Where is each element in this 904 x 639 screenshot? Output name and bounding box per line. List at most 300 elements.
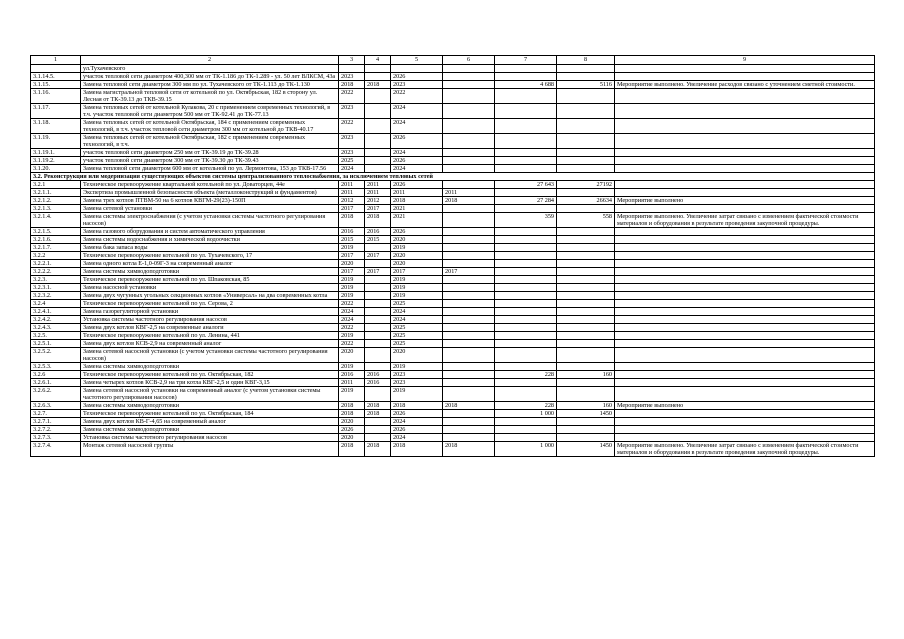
plan-cost xyxy=(495,324,557,332)
actual-end-year xyxy=(443,260,495,268)
actual-end-year xyxy=(443,81,495,89)
plan-cost: 27 284 xyxy=(495,197,557,205)
actual-start-year xyxy=(365,284,391,292)
plan-start-year: 2019 xyxy=(339,332,365,340)
plan-start-year: 2024 xyxy=(339,308,365,316)
actual-start-year xyxy=(365,324,391,332)
note: Мероприятие выполнено. Увеличение расходов связано с уточнением сметной стоимости. xyxy=(615,81,875,89)
note xyxy=(615,189,875,197)
actual-cost xyxy=(557,340,615,348)
plan-end-year: 2019 xyxy=(391,363,443,371)
column-header: 4 xyxy=(365,56,391,65)
plan-start-year: 2019 xyxy=(339,387,365,402)
note xyxy=(615,181,875,189)
plan-end-year: 2020 xyxy=(391,348,443,363)
actual-end-year: 2011 xyxy=(443,189,495,197)
plan-cost xyxy=(495,268,557,276)
item-number: 3.2.5.2. xyxy=(31,348,81,363)
item-description: Экспертиза промышленной безопасности объекта (металлоконструкций и фундаментов) xyxy=(81,189,339,197)
actual-end-year xyxy=(443,213,495,228)
plan-cost xyxy=(495,189,557,197)
actual-cost xyxy=(557,73,615,81)
plan-start-year: 2025 xyxy=(339,157,365,165)
plan-cost xyxy=(495,292,557,300)
item-description: Замена сетевой установки xyxy=(81,205,339,213)
item-number: 3.2.1.4. xyxy=(31,213,81,228)
table-row xyxy=(31,119,875,134)
item-description: Техническое перевооружение котельной по ул. Шпаковская, 85 xyxy=(81,276,339,284)
actual-start-year xyxy=(365,316,391,324)
note xyxy=(615,73,875,81)
item-number: 3.1.15. xyxy=(31,81,81,89)
table-row xyxy=(31,104,875,119)
actual-start-year xyxy=(365,73,391,81)
actual-cost xyxy=(557,276,615,284)
column-header: 9 xyxy=(615,56,875,65)
plan-end-year: 2024 xyxy=(391,434,443,442)
item-description: Замена четырех котлов КСВ-2,9 на три котла КВГ-2,5 и один КВГ-3,15 xyxy=(81,379,339,387)
table-row xyxy=(31,300,875,308)
table-row xyxy=(31,89,875,104)
actual-end-year xyxy=(443,65,495,73)
actual-cost: 1450 xyxy=(557,410,615,418)
actual-start-year xyxy=(365,65,391,73)
item-description: Замена системы химводоподготовки xyxy=(81,426,339,434)
plan-start-year: 2023 xyxy=(339,134,365,149)
item-number: 3.1.19.2. xyxy=(31,157,81,165)
actual-end-year xyxy=(443,426,495,434)
note xyxy=(615,284,875,292)
plan-end-year: 2021 xyxy=(391,205,443,213)
plan-cost: 228 xyxy=(495,371,557,379)
item-number: 3.1.17. xyxy=(31,104,81,119)
actual-start-year: 2017 xyxy=(365,205,391,213)
column-header: 8 xyxy=(557,56,615,65)
plan-end-year: 2020 xyxy=(391,236,443,244)
actual-end-year xyxy=(443,149,495,157)
note: Мероприятие выполнено. Увеличение затрат связано с изменением фактической стоимости материалов и оборудования в результате проведения закупочной процедуры. xyxy=(615,213,875,228)
actual-cost: 160 xyxy=(557,371,615,379)
item-number: 3.2.6 xyxy=(31,371,81,379)
plan-end-year: 2019 xyxy=(391,387,443,402)
actual-cost xyxy=(557,316,615,324)
plan-start-year: 2020 xyxy=(339,348,365,363)
item-number: 3.2.3.1. xyxy=(31,284,81,292)
item-number: 3.2.4 xyxy=(31,300,81,308)
actual-end-year xyxy=(443,410,495,418)
plan-start-year: 2019 xyxy=(339,292,365,300)
plan-start-year: 2016 xyxy=(339,228,365,236)
plan-end-year: 2024 xyxy=(391,104,443,119)
plan-end-year: 2026 xyxy=(391,426,443,434)
plan-start-year: 2011 xyxy=(339,189,365,197)
note xyxy=(615,134,875,149)
plan-start-year: 2011 xyxy=(339,379,365,387)
actual-end-year xyxy=(443,165,495,173)
table-row xyxy=(31,308,875,316)
plan-start-year: 2020 xyxy=(339,434,365,442)
plan-start-year: 2019 xyxy=(339,244,365,252)
actual-end-year xyxy=(443,348,495,363)
actual-start-year xyxy=(365,300,391,308)
note xyxy=(615,324,875,332)
actual-end-year xyxy=(443,284,495,292)
plan-start-year: 2024 xyxy=(339,316,365,324)
item-number: 3.2.2 xyxy=(31,252,81,260)
note xyxy=(615,300,875,308)
actual-cost xyxy=(557,157,615,165)
column-header: 5 xyxy=(391,56,443,65)
item-description: Замена системы электроснабжения (с учетом установки системы частотного регулирования насосов) xyxy=(81,213,339,228)
item-number: 3.2.7.1. xyxy=(31,418,81,426)
actual-cost xyxy=(557,65,615,73)
table-row xyxy=(31,426,875,434)
plan-cost xyxy=(495,260,557,268)
actual-end-year xyxy=(443,434,495,442)
plan-end-year: 2025 xyxy=(391,300,443,308)
actual-end-year xyxy=(443,418,495,426)
actual-end-year xyxy=(443,332,495,340)
plan-start-year: 2024 xyxy=(339,165,365,173)
item-number: 3.2.1.1. xyxy=(31,189,81,197)
actual-cost xyxy=(557,205,615,213)
actual-start-year: 2011 xyxy=(365,189,391,197)
plan-cost xyxy=(495,89,557,104)
note xyxy=(615,260,875,268)
plan-end-year: 2018 xyxy=(391,402,443,410)
table-row xyxy=(31,363,875,371)
note xyxy=(615,363,875,371)
item-description: Замена двух котлов КСВ-2,9 на современный аналог xyxy=(81,340,339,348)
actual-start-year xyxy=(365,89,391,104)
plan-end-year: 2011 xyxy=(391,189,443,197)
item-description: Установка системы частотного регулирования насосов xyxy=(81,316,339,324)
actual-start-year xyxy=(365,292,391,300)
plan-start-year: 2020 xyxy=(339,260,365,268)
actual-start-year xyxy=(365,104,391,119)
item-description: Замена двух чугунных угольных секционных котлов «Универсал» на два современных котла xyxy=(81,292,339,300)
note: Мероприятие выполнено. Увеличение затрат связано с изменением фактической стоимости материалов и оборудования в результате проведения закупочной процедуры. xyxy=(615,442,875,457)
note xyxy=(615,379,875,387)
column-header: 7 xyxy=(495,56,557,65)
item-description: Замена насосной установки xyxy=(81,284,339,292)
table-row xyxy=(31,324,875,332)
plan-cost xyxy=(495,276,557,284)
item-number: 3.2.7.3. xyxy=(31,434,81,442)
table-row xyxy=(31,65,875,73)
plan-end-year: 2017 xyxy=(391,268,443,276)
column-header: 1 xyxy=(31,56,81,65)
actual-start-year: 2016 xyxy=(365,379,391,387)
plan-end-year: 2024 xyxy=(391,316,443,324)
item-number: 3.2.3. xyxy=(31,276,81,284)
item-number: 3.2.5. xyxy=(31,332,81,340)
item-number: 3.2.2.2. xyxy=(31,268,81,276)
table-row xyxy=(31,402,875,410)
actual-cost xyxy=(557,308,615,316)
note xyxy=(615,157,875,165)
actual-cost xyxy=(557,418,615,426)
actual-start-year xyxy=(365,134,391,149)
table-row xyxy=(31,387,875,402)
actual-start-year: 2018 xyxy=(365,442,391,457)
plan-end-year: 2024 xyxy=(391,418,443,426)
actual-cost xyxy=(557,324,615,332)
actual-cost xyxy=(557,260,615,268)
table-row xyxy=(31,292,875,300)
note xyxy=(615,268,875,276)
plan-cost xyxy=(495,379,557,387)
plan-end-year: 2021 xyxy=(391,213,443,228)
plan-cost xyxy=(495,165,557,173)
table-row xyxy=(31,228,875,236)
plan-cost xyxy=(495,418,557,426)
item-description: участок тепловой сети диаметром 250 мм от ТК-39.19 до ТК-39.28 xyxy=(81,149,339,157)
actual-end-year xyxy=(443,236,495,244)
actual-start-year xyxy=(365,260,391,268)
table-row xyxy=(31,134,875,149)
actual-start-year: 2016 xyxy=(365,371,391,379)
item-description: Замена системы химводоподготовки xyxy=(81,402,339,410)
actual-end-year xyxy=(443,340,495,348)
plan-start-year: 2022 xyxy=(339,324,365,332)
item-description: Монтаж сетевой насосной группы xyxy=(81,442,339,457)
actual-start-year: 2012 xyxy=(365,197,391,205)
plan-end-year: 2026 xyxy=(391,410,443,418)
item-number: 3.2.5.1. xyxy=(31,340,81,348)
plan-end-year: 2026 xyxy=(391,181,443,189)
actual-cost xyxy=(557,300,615,308)
actual-end-year xyxy=(443,244,495,252)
plan-cost xyxy=(495,149,557,157)
note xyxy=(615,332,875,340)
plan-cost: 4 688 xyxy=(495,81,557,89)
actual-end-year xyxy=(443,276,495,284)
plan-cost xyxy=(495,363,557,371)
actual-end-year xyxy=(443,104,495,119)
plan-end-year: 2019 xyxy=(391,244,443,252)
actual-end-year xyxy=(443,316,495,324)
table-row xyxy=(31,181,875,189)
plan-start-year: 2023 xyxy=(339,73,365,81)
note xyxy=(615,418,875,426)
note xyxy=(615,387,875,402)
actual-cost xyxy=(557,252,615,260)
table-row xyxy=(31,197,875,205)
actual-start-year: 2018 xyxy=(365,410,391,418)
item-description: Техническое перевооружение котельной по ул. Тухачевского, 17 xyxy=(81,252,339,260)
actual-end-year xyxy=(443,252,495,260)
item-description: Замена тепловых сетей от котельной Кулакова, 20 с применением современных технологий, в т.ч. участок тепловой сети диаметром 500 мм от ТК-92.41 до ТК-77.13 xyxy=(81,104,339,119)
plan-cost xyxy=(495,340,557,348)
plan-end-year: 2025 xyxy=(391,340,443,348)
plan-cost xyxy=(495,332,557,340)
table-row xyxy=(31,81,875,89)
actual-start-year xyxy=(365,157,391,165)
table-row xyxy=(31,149,875,157)
plan-cost xyxy=(495,104,557,119)
plan-cost xyxy=(495,244,557,252)
actual-cost xyxy=(557,119,615,134)
item-number: 3.2.6.2. xyxy=(31,387,81,402)
plan-cost xyxy=(495,387,557,402)
table-row xyxy=(31,284,875,292)
section-title: 3.2. Реконструкция или модернизация существующих объектов системы централизованного теплоснабжения, за исключением тепловых сетей xyxy=(31,173,875,181)
plan-end-year: 2024 xyxy=(391,119,443,134)
plan-end-year: 2026 xyxy=(391,157,443,165)
plan-end-year: 2023 xyxy=(391,379,443,387)
plan-end-year: 2026 xyxy=(391,73,443,81)
plan-start-year xyxy=(339,65,365,73)
note xyxy=(615,348,875,363)
table-row xyxy=(31,268,875,276)
actual-start-year xyxy=(365,340,391,348)
item-description: Замена двух котлов КВ-Г-4,65 на современный аналог xyxy=(81,418,339,426)
table-row xyxy=(31,236,875,244)
item-description: Замена тепловой сети диаметром 600 мм от котельной по ул. Лермонтова, 153 до ТКВ-17.56 xyxy=(81,165,339,173)
item-number: 3.2.1.2. xyxy=(31,197,81,205)
plan-cost xyxy=(495,119,557,134)
table-row xyxy=(31,410,875,418)
table-row xyxy=(31,252,875,260)
actual-start-year: 2011 xyxy=(365,181,391,189)
item-number: 3.2.1.3. xyxy=(31,205,81,213)
item-description: Замена трех котлов ПТВМ-50 на 6 котлов КВГМ-29(23)-150П xyxy=(81,197,339,205)
plan-start-year: 2016 xyxy=(339,371,365,379)
actual-end-year: 2018 xyxy=(443,442,495,457)
plan-start-year: 2023 xyxy=(339,104,365,119)
item-description: Установка системы частотного регулирования насосов xyxy=(81,434,339,442)
actual-end-year: 2018 xyxy=(443,197,495,205)
note xyxy=(615,65,875,73)
actual-end-year xyxy=(443,308,495,316)
actual-end-year xyxy=(443,379,495,387)
note xyxy=(615,410,875,418)
note xyxy=(615,228,875,236)
plan-end-year: 2020 xyxy=(391,252,443,260)
item-number: 3.2.7.2. xyxy=(31,426,81,434)
table-row xyxy=(31,332,875,340)
plan-cost: 27 643 xyxy=(495,181,557,189)
item-description: Замена сетевой насосной установки (с учетом установки системы частотного регулирования насосов) xyxy=(81,348,339,363)
actual-start-year xyxy=(365,418,391,426)
plan-cost: 1 000 xyxy=(495,410,557,418)
actual-start-year xyxy=(365,434,391,442)
section-header-row xyxy=(31,173,875,181)
actual-end-year xyxy=(443,228,495,236)
table-row xyxy=(31,379,875,387)
actual-cost xyxy=(557,292,615,300)
actual-end-year: 2018 xyxy=(443,402,495,410)
column-header: 2 xyxy=(81,56,339,65)
table-row xyxy=(31,276,875,284)
note xyxy=(615,104,875,119)
plan-start-year: 2017 xyxy=(339,252,365,260)
item-description: Замена бака запаса воды xyxy=(81,244,339,252)
actual-end-year xyxy=(443,387,495,402)
item-description: ул.Тухачевского xyxy=(81,65,339,73)
item-description: Замена двух котлов КВГ-2,5 на современные аналоги xyxy=(81,324,339,332)
plan-start-year: 2023 xyxy=(339,149,365,157)
note xyxy=(615,165,875,173)
plan-start-year: 2018 xyxy=(339,402,365,410)
plan-cost xyxy=(495,426,557,434)
actual-end-year xyxy=(443,324,495,332)
plan-start-year: 2018 xyxy=(339,442,365,457)
item-number: 3.2.1.7. xyxy=(31,244,81,252)
actual-cost: 1450 xyxy=(557,442,615,457)
item-description: Замена системы водоснабжения и химической водоочистки xyxy=(81,236,339,244)
actual-cost xyxy=(557,236,615,244)
item-number: 3.2.3.2. xyxy=(31,292,81,300)
note xyxy=(615,340,875,348)
note xyxy=(615,252,875,260)
plan-start-year: 2018 xyxy=(339,81,365,89)
plan-start-year: 2022 xyxy=(339,119,365,134)
note xyxy=(615,149,875,157)
plan-cost xyxy=(495,252,557,260)
actual-cost: 160 xyxy=(557,402,615,410)
plan-end-year: 2019 xyxy=(391,284,443,292)
plan-end-year: 2018 xyxy=(391,197,443,205)
actual-start-year xyxy=(365,426,391,434)
actual-start-year xyxy=(365,119,391,134)
note xyxy=(615,236,875,244)
actual-start-year xyxy=(365,165,391,173)
table-row xyxy=(31,434,875,442)
plan-start-year: 2019 xyxy=(339,363,365,371)
actual-cost xyxy=(557,387,615,402)
actual-end-year xyxy=(443,181,495,189)
table-row xyxy=(31,157,875,165)
item-description: Техническое перевооружение котельной по ул. Октябрьская, 182 xyxy=(81,371,339,379)
actual-cost xyxy=(557,379,615,387)
note xyxy=(615,371,875,379)
plan-end-year: 2026 xyxy=(391,228,443,236)
actual-cost xyxy=(557,268,615,276)
plan-end-year: 2024 xyxy=(391,149,443,157)
plan-cost xyxy=(495,434,557,442)
item-number: 3.1.18. xyxy=(31,119,81,134)
actual-end-year xyxy=(443,371,495,379)
actual-cost xyxy=(557,89,615,104)
note xyxy=(615,89,875,104)
item-description: Техническое перевооружение квартальной котельной по ул. Доваторцев, 44е xyxy=(81,181,339,189)
plan-cost xyxy=(495,73,557,81)
item-number: 3.2.2.1. xyxy=(31,260,81,268)
plan-start-year: 2026 xyxy=(339,426,365,434)
item-description: Замена тепловых сетей от котельной Октябрьская, 184 с применением современных технологий, в т.ч. участок тепловой сети диаметром 300 мм от котельной до ТКВ-40.17 xyxy=(81,119,339,134)
actual-start-year: 2018 xyxy=(365,402,391,410)
item-number: 3.1.19.1. xyxy=(31,149,81,157)
plan-cost xyxy=(495,228,557,236)
actual-end-year xyxy=(443,73,495,81)
plan-start-year: 2022 xyxy=(339,300,365,308)
actual-start-year: 2018 xyxy=(365,213,391,228)
item-description: Замена газорегуляторной установки xyxy=(81,308,339,316)
actual-end-year: 2017 xyxy=(443,268,495,276)
actual-cost xyxy=(557,165,615,173)
actual-end-year xyxy=(443,205,495,213)
actual-start-year xyxy=(365,348,391,363)
actual-start-year xyxy=(365,308,391,316)
item-description: Техническое перевооружение котельной по ул. Октябрьская, 184 xyxy=(81,410,339,418)
plan-cost xyxy=(495,134,557,149)
actual-cost xyxy=(557,332,615,340)
actual-end-year xyxy=(443,119,495,134)
note xyxy=(615,308,875,316)
plan-cost xyxy=(495,348,557,363)
